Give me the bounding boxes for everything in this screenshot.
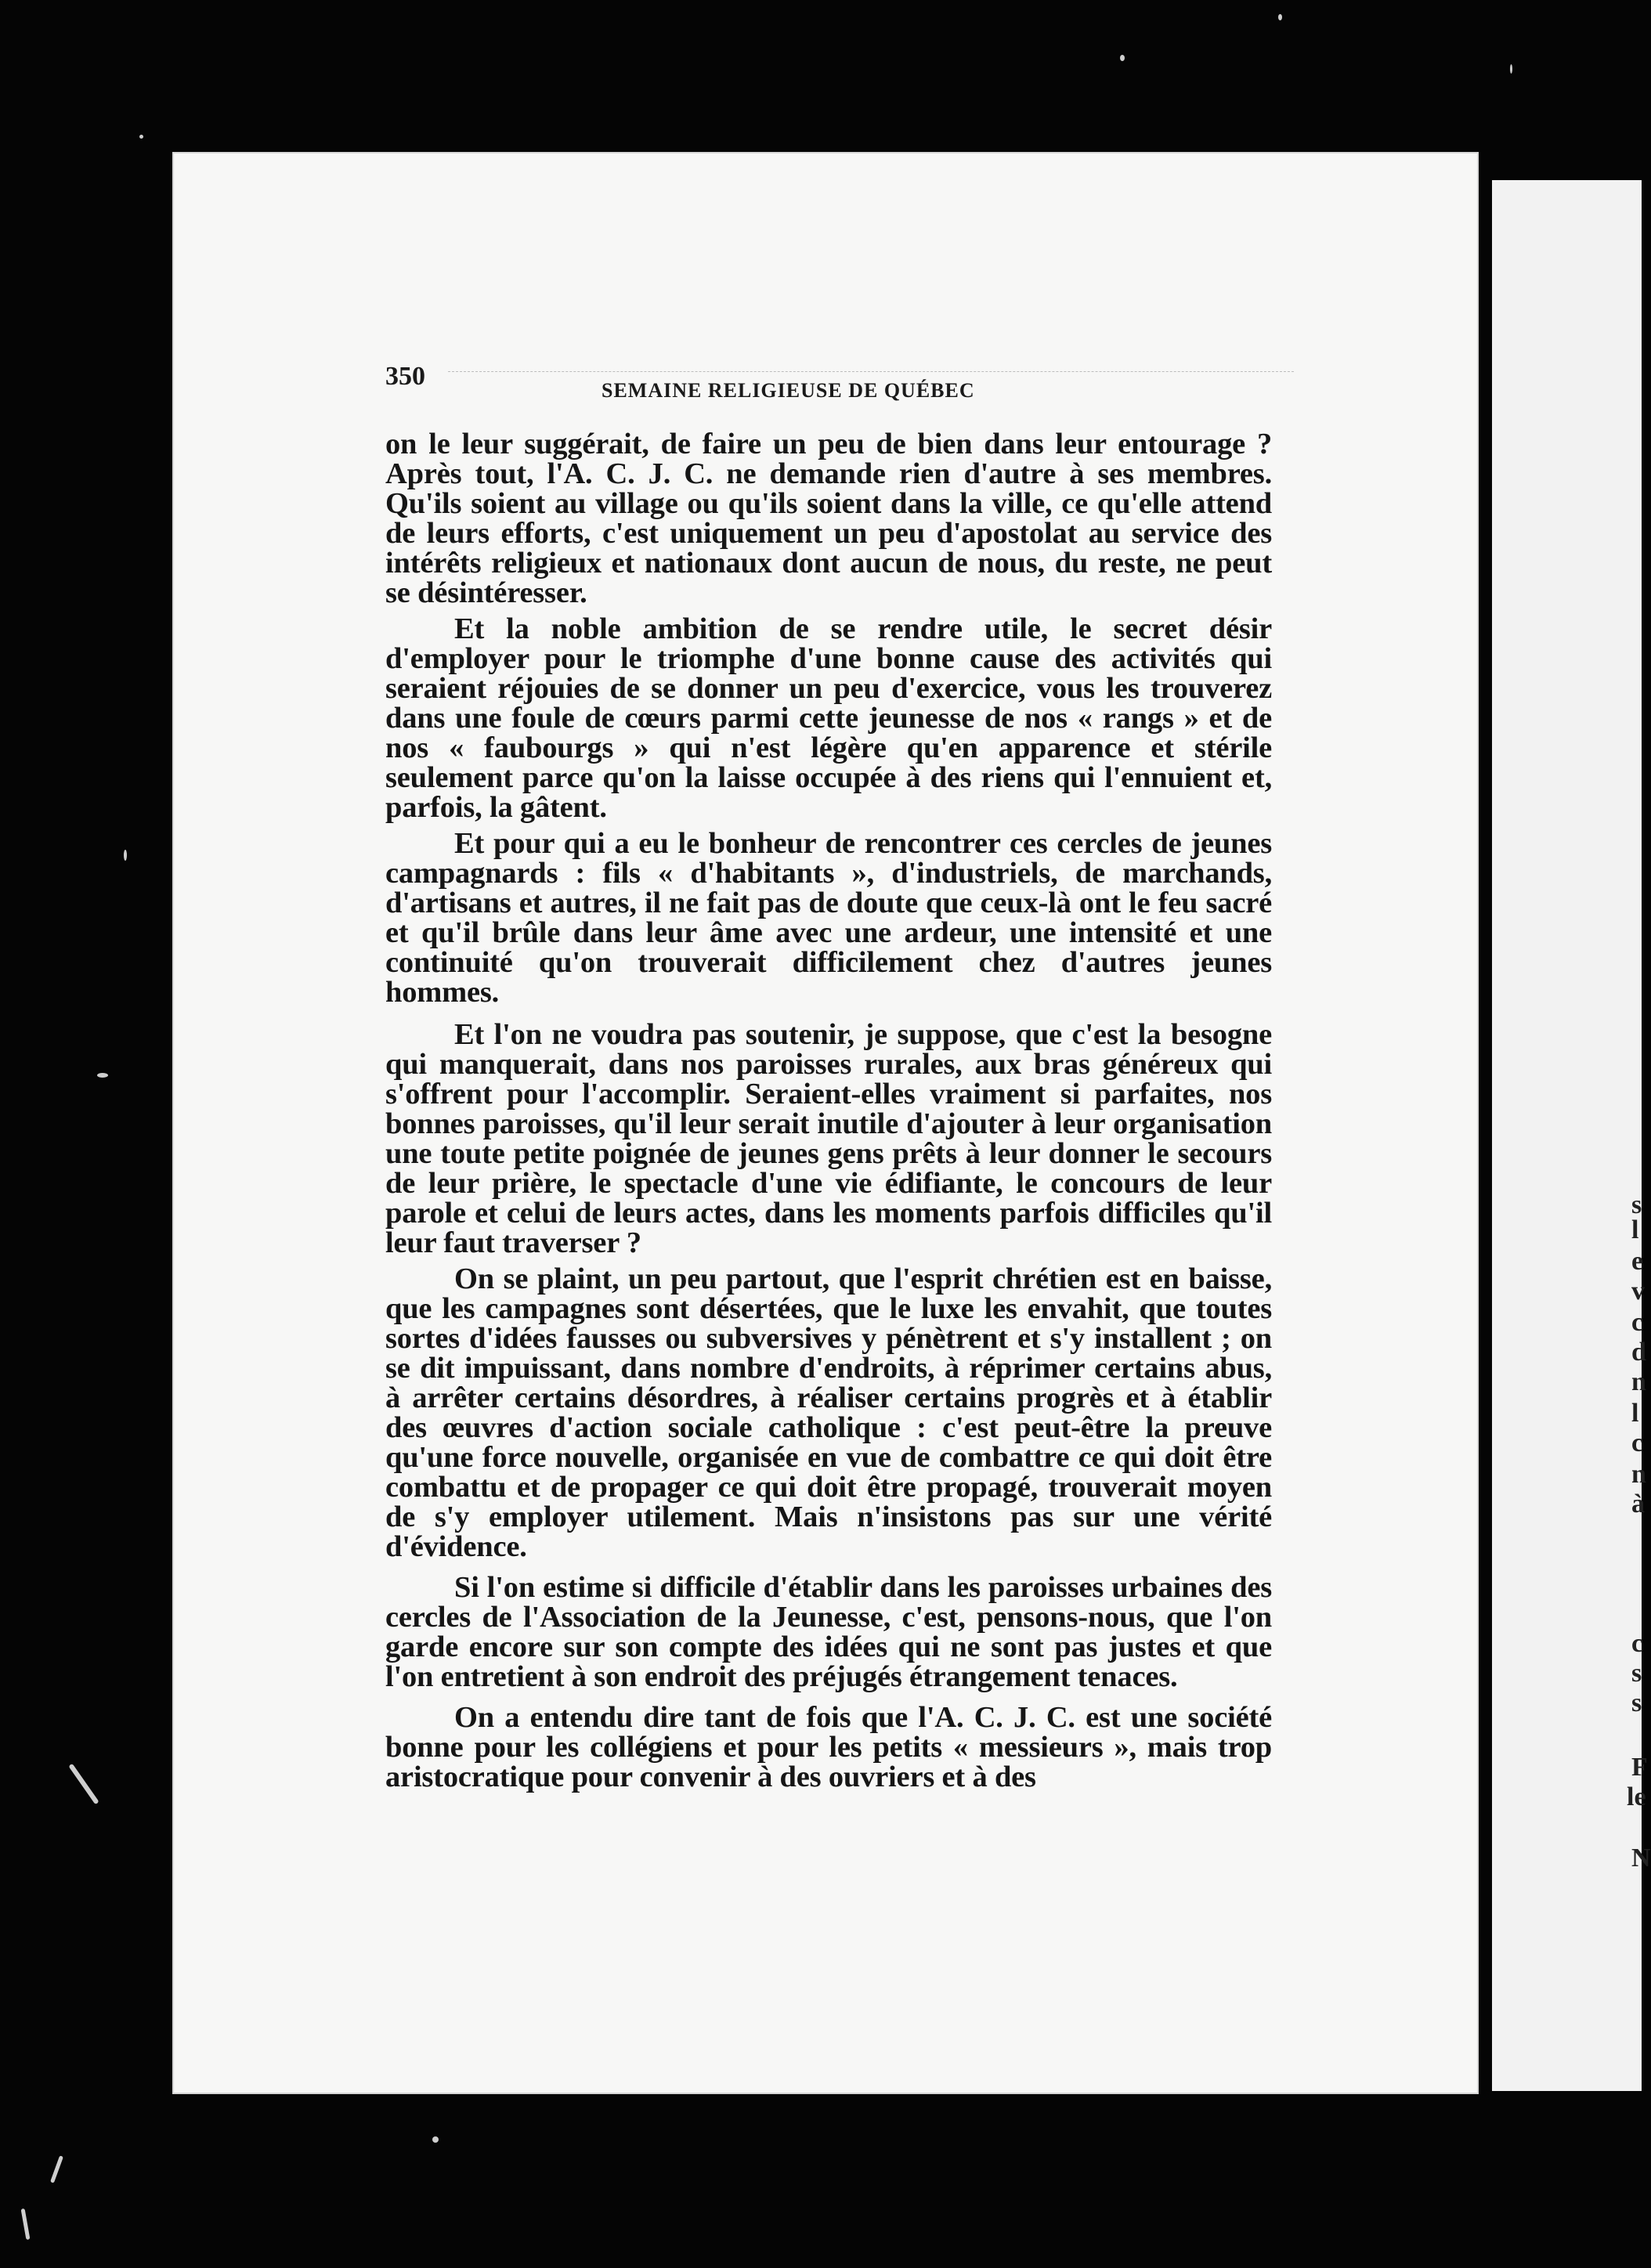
facing-page-fragment: n — [1631, 1367, 1646, 1396]
page-number: 350 — [385, 362, 425, 391]
paragraph: On a entendu dire tant de fois que l'A. C. J. C. est une société bonne pour les collégiens et pour les petits « messieurs », mais trop aristocratique pour convenir à des ouvriers et à des — [385, 1701, 1272, 1793]
facing-page-fragment: s — [1631, 1659, 1642, 1688]
facing-page-fragment: le — [1627, 1782, 1646, 1811]
facing-page — [1492, 180, 1651, 2091]
dust-speck — [124, 850, 127, 861]
facing-page-fragment: n — [1631, 1460, 1646, 1489]
facing-page-fragment: à — [1631, 1490, 1645, 1519]
facing-page-fragment: d — [1631, 1338, 1646, 1367]
body-text — [385, 429, 1272, 1798]
facing-page-fragment: l — [1631, 1215, 1639, 1244]
facing-page-fragment: v — [1631, 1277, 1645, 1306]
dust-speck — [21, 2208, 31, 2240]
header-rule — [448, 371, 1294, 372]
facing-page-fragment: N — [1631, 1844, 1651, 1873]
paragraph: on le leur suggérait, de faire un peu de bien dans leur entourage ? Après tout, l'A. C. J. C. ne demande rien d'autre à ses membres. Qu'ils soient au village ou qu'ils soient dans la ville, ce qu'elle attend de leurs efforts, c'est uniquement un peu d'apostolat au service des intérêts religieux et nationaux dont aucun de nous, du reste, ne peut se désintéresser. — [385, 428, 1272, 609]
paragraph: Et l'on ne voudra pas soutenir, je suppose, que c'est la besogne qui manquerait, dans nos paroisses rurales, aux bras généreux qui s'offrent pour l'accomplir. Seraient-elles vraiment si parfaites, nos bonnes paroisses, qu'il leur serait inutile d'ajouter à leur organisation une toute petite poignée de jeunes gens prêts à leur donner le secours de leur prière, le spectacle d'une vie édifiante, le concours de leur parole et celui de leurs actes, dans les moments parfois difficiles qu'il leur faut traverser ? — [385, 1018, 1272, 1259]
page-header — [385, 362, 1294, 402]
facing-page-fragment: s — [1631, 1688, 1642, 1717]
dust-speck — [50, 2155, 63, 2183]
dust-speck — [1278, 14, 1282, 20]
dust-speck — [68, 1764, 99, 1805]
dust-speck — [432, 2136, 439, 2143]
facing-page-fragment: e — [1631, 1247, 1644, 1276]
dust-speck — [1120, 55, 1125, 61]
facing-page-fragment: c — [1631, 1308, 1644, 1337]
facing-page-fragment: s — [1631, 1190, 1642, 1219]
facing-page-fragment: c — [1631, 1629, 1644, 1658]
facing-page-fragment: F — [1631, 1753, 1648, 1782]
dust-speck — [139, 135, 143, 139]
paragraph: Et pour qui a eu le bonheur de rencontrer ces cercles de jeunes campagnards : fils « d'habitants », d'industriels, de marchands, d'artisans et autres, il ne fait pas de doute que ceux-là ont le feu sacré et qu'il brûle dans leur âme avec une ardeur, une intensité et une continuité qu'on trouverait difficilement chez d'autres jeunes hommes. — [385, 827, 1272, 1009]
facing-page-fragment: l — [1631, 1399, 1639, 1428]
paragraph: Si l'on estime si difficile d'établir dans les paroisses urbaines des cercles de l'Association de la Jeunesse, c'est, pensons-nous, que l'on garde encore sur son compte des idées qui ne sont pas justes et que l'on entretient à son endroit des préjugés étrangement tenaces. — [385, 1571, 1272, 1693]
dust-speck — [1510, 64, 1512, 74]
facing-page-fragment: c — [1631, 1428, 1644, 1457]
running-head: SEMAINE RELIGIEUSE DE QUÉBEC — [602, 379, 975, 402]
paragraph: On se plaint, un peu partout, que l'esprit chrétien est en baisse, que les campagnes sont désertées, que le luxe les envahit, que toutes sortes d'idées fausses ou subversives y pénètrent et s'y installent ; on se dit impuissant, dans nombre d'endroits, à réprimer certains abus, à arrêter certains désordres, à réaliser certains progrès et à établir des œuvres d'action sociale catholique : c'est peut-être la preuve qu'une force nouvelle, organisée en vue de combattre ce qui doit être combattu et de propager ce qui doit être propagé, trouverait moyen de s'y employer utilement. Mais n'insistons pas sur une vérité d'évidence. — [385, 1262, 1272, 1563]
paragraph: Et la noble ambition de se rendre utile, le secret désir d'employer pour le triomphe d'une bonne cause des activités qui seraient réjouies de se donner un peu d'exercice, vous les trouverez dans une foule de cœurs parmi cette jeunesse de nos « rangs » et de nos « faubourgs » qui n'est légère qu'en apparence et stérile seulement parce qu'on la laisse occupée à des riens qui l'ennuient et, parfois, la gâtent. — [385, 612, 1272, 824]
dust-speck — [97, 1073, 108, 1078]
